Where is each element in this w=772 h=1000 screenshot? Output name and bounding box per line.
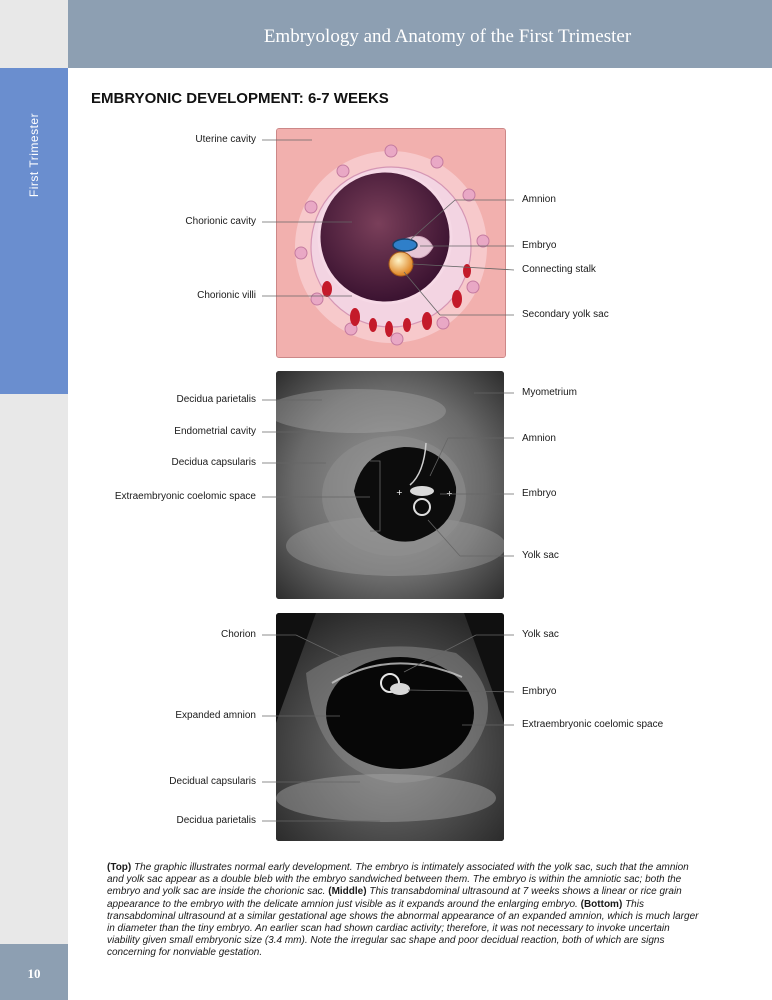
label-extraembryonic-coelomic-space: Extraembryonic coelomic space	[522, 719, 664, 730]
label-chorionic-villi: Chorionic villi	[197, 290, 256, 301]
ultrasound-middle-image	[276, 371, 504, 599]
label-decidua-parietalis: Decidua parietalis	[176, 815, 256, 826]
label-secondary-yolk-sac: Secondary yolk sac	[522, 309, 609, 320]
label-connecting-stalk: Connecting stalk	[522, 264, 596, 275]
label-amnion: Amnion	[522, 433, 556, 444]
page-number: 10	[27, 966, 41, 981]
ultrasound-bottom-image	[276, 613, 504, 841]
caption-middle-text: This transabdominal ultrasound at 7 weeks shows a linear or rice grain appearance to the embryo with the delicate amnion just visible as it expands around the enlarging embryo.	[107, 886, 682, 910]
label-extraembryonic-coelomic-space: Extraembryonic coelomic space	[114, 491, 256, 502]
label-yolk-sac: Yolk sac	[522, 629, 559, 640]
figure-caption	[107, 862, 703, 960]
caption-top-tag: (Top)	[107, 862, 132, 873]
caption-bottom-text: This transabdominal ultrasound at a similar gestational age shows the abnormal appearance of an expanded amnion, which is much larger in diameter than the tiny embryo. An earlier scan had shown cardiac activity; therefore, it was not necessary to invoke uncertain viability given small embryonic size (3.4 mm). Note the irregular sac shape and poor decidual reaction, both of which are signs concerning for nonviable gestation.	[107, 898, 699, 959]
page-header	[68, 0, 772, 68]
label-myometrium: Myometrium	[522, 387, 578, 398]
label-yolk-sac: Yolk sac	[522, 550, 559, 561]
ultrasound-bottom-panel	[276, 613, 504, 841]
illustration-panel	[276, 128, 506, 358]
label-uterine-cavity: Uterine cavity	[195, 134, 256, 145]
section-title: EMBRYONIC DEVELOPMENT: 6-7 WEEKS	[91, 90, 389, 107]
svg-text:+: +	[446, 489, 453, 498]
caption-top-text: The graphic illustrates normal early development. The embryo is intimately associated with the yolk sac, such that the amnion and yolk sac appear as a double bleb with the embryo sandwiched between them. The embryo is within the amniotic sac; both the embryo and yolk sac are inside the chorionic sac.	[107, 862, 689, 898]
label-amnion: Amnion	[522, 194, 556, 205]
label-chorion: Chorion	[220, 629, 256, 640]
label-decidua-capsularis: Decidua capsularis	[171, 457, 256, 468]
label-embryo: Embryo	[522, 686, 557, 697]
label-embryo: Embryo	[522, 240, 557, 251]
svg-text:+: +	[396, 488, 403, 497]
label-embryo: Embryo	[522, 488, 557, 499]
label-decidua-parietalis: Decidua parietalis	[176, 394, 256, 405]
side-tab-label: First Trimester	[27, 112, 41, 198]
section-side-tab	[0, 68, 68, 394]
page-number-box	[0, 944, 68, 1000]
label-decidual-capsularis: Decidual capsularis	[169, 776, 256, 787]
ultrasound-middle-panel	[276, 371, 504, 599]
caption-middle-tag: (Middle)	[328, 886, 367, 898]
embryo-illustration	[277, 129, 505, 357]
label-expanded-amnion: Expanded amnion	[175, 710, 256, 721]
header-title: Embryology and Anatomy of the First Trimester	[263, 26, 632, 47]
caption-bottom-tag: (Bottom)	[580, 898, 623, 910]
label-chorionic-cavity: Chorionic cavity	[185, 216, 256, 227]
label-endometrial-cavity: Endometrial cavity	[174, 426, 256, 437]
